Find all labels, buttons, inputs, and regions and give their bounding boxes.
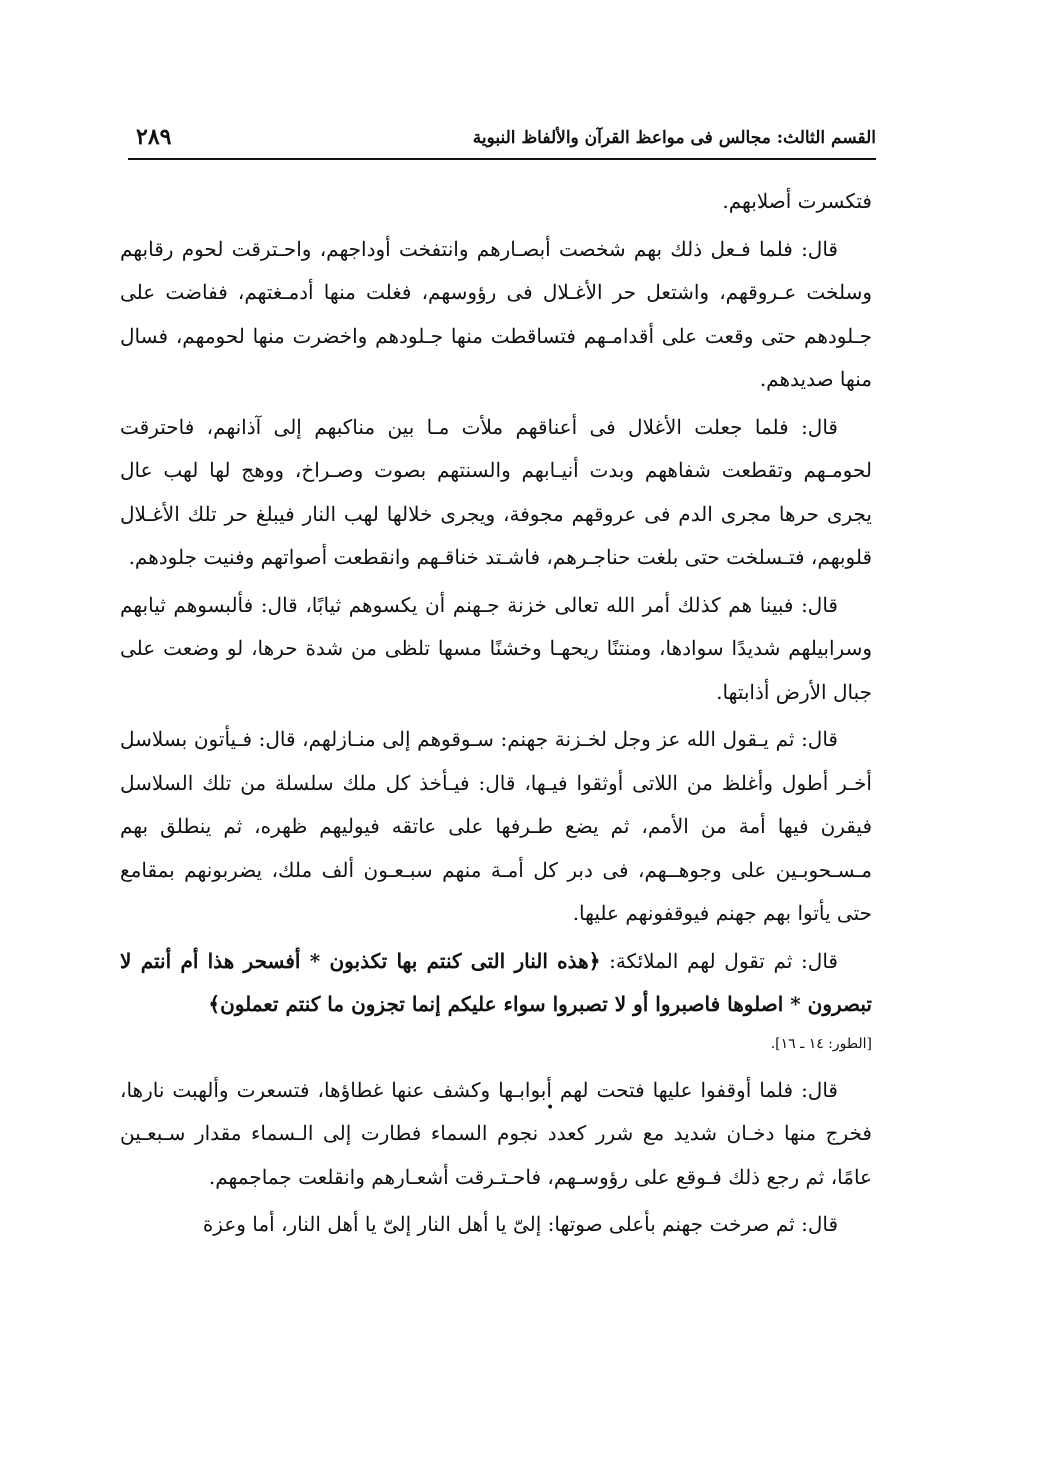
paragraph-2: قال: فلما فـعل ذلك بهم شخصت أبصـارهم وانتفخت أوداجهم، واحـترقت لحوم رقابهم وسلخت عـروقهم، واشتعل حر الأغـلال فى رؤوسهم، فغلت منها أدمـغتهم، ففاضت على جـلودهم حتى وقعت على أقدامـهم فتساقطت منها جـلودهم واخضرت منها لحومهم، فسال منها صديدهم.	[120, 236, 872, 391]
paragraph-4: قال: فبينا هم كذلك أمر الله تعالى خزنة جـهنم أن يكسوهم ثيابًا، قال: فألبسوهم ثيابهم وسرابيلهم شديدًا سوادها، ومنتنًا ريحهـا وخشنًا مسها تلظى من شدة حرها، لو وضعت على جبال الأرض أذابتها.	[120, 592, 872, 704]
quran-paragraph	[120, 940, 872, 1027]
header-title: القسم الثالث: مجالس فى مواعظ القرآن والألفاظ النبوية	[472, 128, 876, 148]
paragraph-7: قال: فلما أوقفوا عليها فتحت لهم أبوابـها وكشف عنها غطاؤها، فتسعرت وألهبت نارها، فخرج منها دخـان شديد مع شرر كعدد نجوم السماء فطارت إلى الـسماء مقدار سـبعـين عامًا، ثم رجع ذلك فـوقع على رؤوسـهم، فاحـتـرقت أشعـارهم وانقلعت جماجمهم.	[120, 1077, 872, 1189]
paragraph-8: قال: ثم صرخت جهنم بأعلى صوتها: إلىّ يا أهل النار إلىّ يا أهل النار، أما وعزة	[202, 1212, 838, 1236]
paragraph-5: قال: ثم يـقول الله عز وجل لخـزنة جهنم: سـوقوهم إلى منـازلهم، قال: فـيأتون بسلاسل أخـر أطول وأغلظ من اللاتى أوثقوا فيـها، قال: فيـأخذ كل ملك سلسلة من تلك السلاسل فيقرن فيها أمة من الأمم، ثم يضع طـرفها على عاتقه فيوليهم ظهره، ثم ينطلق بهم مـسـحوبـين على وجوهــهم، فى دبر كل أمـة منهم سبـعـون ألف ملك، يضربونهم بمقامع حتى يأتوا بهم جهنم فيوقفونهم عليها.	[120, 727, 872, 925]
quran-intro: قال: ثم تقول لهم الملائكة:	[600, 948, 838, 973]
page-number: ٢٨٩	[136, 124, 172, 150]
stray-dot-mark: •	[546, 1100, 555, 1116]
body-text	[120, 180, 872, 1251]
paragraph-1: فتكسرت أصلابهم.	[722, 189, 872, 213]
paragraph-3: قال: فلما جعلت الأغلال فى أعناقهم ملأت مـا بين مناكبهم إلى آذانهم، فاحترقت لحومـهم وتقطعت شفاههم وبدت أنيـابهم والسنتهم بصوت وصـراخ، ووهج لها لهب عال يجرى حرها مجرى الدم فى عروقهم مجوفة، ويجرى خلالها لهب النار فيبلغ حر تلك الأغـلال قلوبهم، فتـسلخت حتى بلغت حناجـرهم، فاشـتد خناقـهم وانقطعت أصواتهم وفنيت جلودهم.	[120, 414, 872, 569]
running-header	[128, 124, 876, 160]
verse-reference: [الطور: ١٤ ـ ١٦].	[770, 1035, 872, 1052]
quran-verse: ﴿هذه النار التى كنتم بها تكذبون * أفسحر هذا أم أنتم لا تبصرون * اصلوها فاصبروا أو لا تصبروا سواء عليكم إنما تجزون ما كنتم تعملون﴾	[120, 948, 872, 1016]
